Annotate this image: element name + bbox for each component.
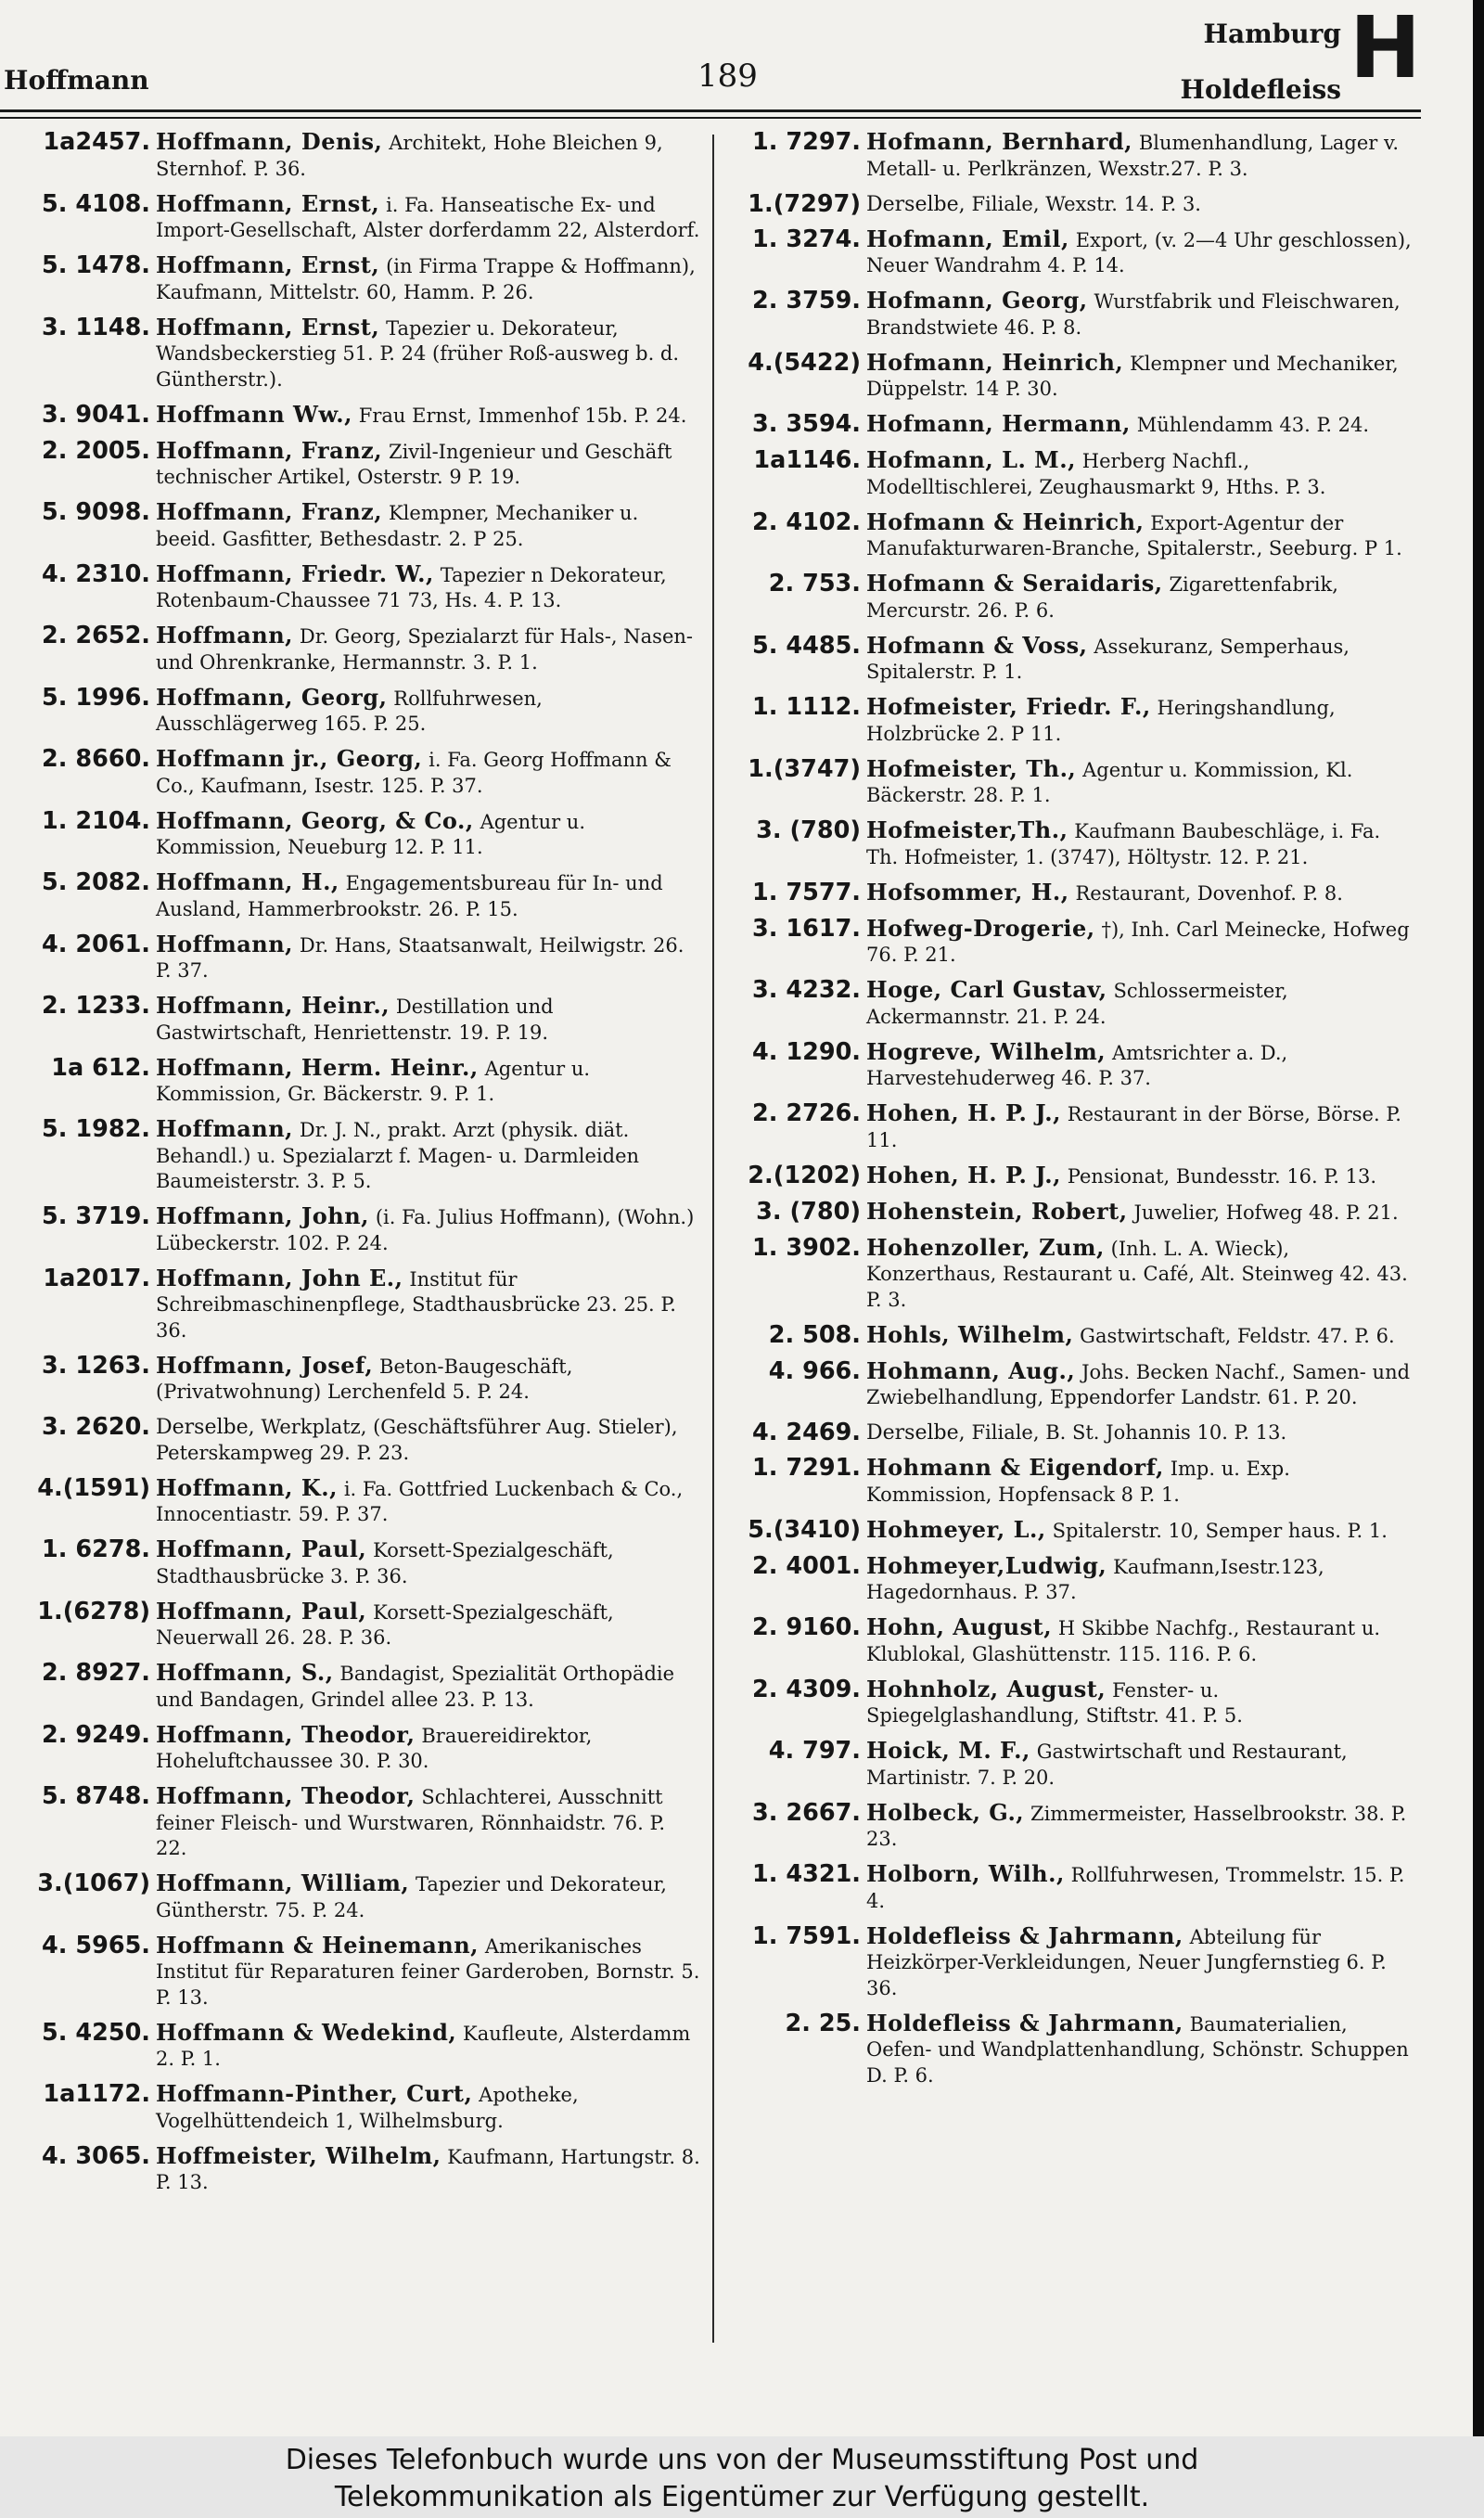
entry-name: Hofmann & Heinrich, (866, 507, 1145, 535)
entry-name: Hoffmann & Wedekind, (156, 2018, 457, 2046)
entry-detail: (in Firma Trappe & Hoffmann), Kaufmann, Mittelstr. 60, Hamm. P. 26. (156, 255, 696, 303)
directory-entry (735, 448, 1412, 500)
phone-number: 2. 25. (785, 2009, 861, 2037)
entry-detail: Dr. Georg, Spezialarzt für Hals-, Nasen- und Ohrenkranke, Hermannstr. 3. P. 1. (156, 625, 693, 674)
phone-number: 2. 8660. (42, 745, 150, 773)
phone-number: 3. (780) (756, 1197, 861, 1226)
phone-number: 1. 6278. (42, 1535, 150, 1563)
entry-name: Hoffmann, Denis, (156, 128, 383, 155)
entry-detail: Assekuranz, Semperhaus, Spitalerstr. P. 1. (866, 635, 1350, 683)
entry-name: Hofmeister, Th., (866, 754, 1077, 782)
phone-number: 5. 4485. (752, 631, 861, 660)
phone-number: 4. 797. (768, 1737, 861, 1765)
entry-name: Hofmeister,Th., (866, 816, 1068, 843)
directory-entry (735, 880, 1412, 907)
entry-name: Hofmann, Hermann, (866, 410, 1131, 437)
directory-entry (24, 1720, 701, 1775)
entry-detail: Filiale, Wexstr. 14. P. 3. (971, 192, 1201, 215)
directory-entry (735, 189, 1412, 218)
entry-detail: Export-Agentur der Manufakturwaren-Branche, Spitalerstr., Seeburg. P 1. (866, 511, 1402, 559)
right-column (735, 130, 1412, 2099)
phone-number: 5. 9098. (42, 498, 150, 526)
entry-detail: Wurstfabrik und Fleischwaren, Brandstwiete 46. P. 8. (866, 290, 1401, 339)
entry-name: Hoffmann, John E., (156, 1264, 403, 1291)
entry-detail: Klempner und Mechaniker, Düppelstr. 14 P. 30. (866, 352, 1399, 400)
entry-detail: Baumaterialien, Oefen- und Wandplattenhandlung, Schönstr. Schuppen D. P. 6. (866, 2012, 1409, 2087)
entry-name: Hofweg-Drogerie, (866, 914, 1095, 942)
entry-name: Hoffmann, Heinr., (156, 992, 390, 1019)
directory-entry (735, 1101, 1412, 1153)
phone-number: 5.(3410) (748, 1515, 861, 1544)
entry-detail: Heringshandlung, Holzbrücke 2. P 11. (866, 697, 1336, 745)
phone-number: 4. 2469. (752, 1419, 861, 1446)
entry-name: Hoffmann, S., (156, 1659, 334, 1686)
header-rule (0, 109, 1421, 112)
phone-number: 1. 3902. (752, 1233, 861, 1262)
phone-number: 5. 1478. (42, 251, 150, 279)
entry-detail: Juwelier, Hofweg 48. P. 21. (1133, 1201, 1399, 1224)
phone-number: 3. 4232. (752, 976, 861, 1004)
phone-number: 1a 612. (51, 1053, 150, 1082)
phone-number: 3. 1148. (42, 313, 150, 341)
entry-name: Hoffmann, Franz, (156, 498, 383, 525)
directory-entry (24, 436, 701, 491)
entry-name: Hoffmann & Heinemann, (156, 1931, 480, 1959)
phone-number: 2. 9160. (752, 1613, 861, 1641)
phone-number: 1.(6278) (37, 1597, 150, 1625)
entry-name: Hoffmann, Georg, & Co., (156, 806, 474, 834)
phone-number: 3. 2620. (42, 1413, 150, 1441)
entry-detail: Restaurant in der Börse, Börse. P. 11. (866, 1103, 1401, 1151)
entry-name: Hoffmann, Ernst, (156, 313, 380, 340)
section-letter: H (1350, 0, 1421, 97)
entry-detail: (i. Fa. Julius Hoffmann), (Wohn.) Lübeckerstr. 102. P. 24. (156, 1206, 695, 1254)
entry-detail: Abteilung für Heizkörper-Verkleidungen, Neuer Jungfernstieg 6. P. 36. (866, 1925, 1387, 1999)
directory-entry (24, 1266, 701, 1344)
directory-entry (24, 315, 701, 393)
directory-entry (735, 754, 1412, 809)
entry-name: Hoffmann, Franz, (156, 436, 383, 464)
phone-number: 5. 3719. (42, 1202, 150, 1230)
entry-name: Hohen, H. P. J., (866, 1099, 1061, 1126)
phone-number: 1. 7591. (752, 1921, 861, 1950)
entry-name: Hoffmann, (156, 622, 294, 649)
directory-entry (735, 1515, 1412, 1545)
directory-entry (735, 631, 1412, 686)
entry-name: Holdefleiss & Jahrmann, (866, 2009, 1183, 2036)
entry-name: Hoffmann, Georg, (156, 683, 388, 711)
directory-entry (24, 932, 701, 984)
phone-number: 2. 1233. (42, 992, 150, 1020)
phone-number: 3. 1263. (42, 1351, 150, 1380)
entry-detail: Tapezier n Dekorateur, Rotenbaum-Chaussee 71 73, Hs. 4. P. 13. (156, 563, 667, 611)
directory-entry (735, 227, 1412, 279)
entry-detail: Rollfuhrwesen, Ausschlägerweg 165. P. 25. (156, 687, 543, 735)
directory-entry (735, 289, 1412, 340)
directory-entry (735, 1551, 1412, 1606)
entry-detail: Agentur u. Kommission, Kl. Bäckerstr. 28. P. 1. (866, 758, 1353, 806)
directory-entry (24, 1351, 701, 1406)
entry-detail: (Inh. L. A. Wieck), Konzerthaus, Restaurant u. Café, Alt. Steinweg 42. 43. P. 3. (866, 1237, 1408, 1311)
entry-name: Hohls, Wilhelm, (866, 1320, 1074, 1348)
phone-number: 1.(3747) (748, 754, 861, 783)
directory-entry (24, 189, 701, 244)
directory-entry (735, 1862, 1412, 1914)
directory-entry (735, 1233, 1412, 1314)
entry-name: Hoffmann, Theodor, (156, 1782, 416, 1809)
phone-number: 1a2017. (43, 1264, 150, 1292)
entry-detail: Amtsrichter a. D., Harvestehuderweg 46. P. 37. (866, 1041, 1288, 1089)
entry-detail: Kaufleute, Alsterdamm 2. P. 1. (156, 2022, 691, 2070)
directory-entry (735, 1420, 1412, 1446)
phone-number: 2. 9249. (42, 1720, 150, 1749)
entry-detail: Zivil-Ingenieur und Geschäft technischer Artikel, Osterstr. 9 P. 19. (156, 440, 672, 488)
phone-number: 1a2457. (43, 128, 150, 156)
entry-detail: i. Fa. Georg Hoffmann & Co., Kaufmann, Isestr. 125. P. 37. (156, 749, 672, 797)
entry-name: Hofmann, Heinrich, (866, 348, 1124, 376)
entry-detail: †), Inh. Carl Meinecke, Hofweg 76. P. 21. (866, 918, 1410, 966)
entry-detail: Gastwirtschaft, Feldstr. 47. P. 6. (1080, 1324, 1395, 1347)
entry-detail: Tapezier und Dekorateur, Güntherstr. 75. P. 24. (156, 1873, 667, 1921)
entry-name: Hofmann, Bernhard, (866, 128, 1132, 155)
entry-name: Hohnholz, August, (866, 1675, 1107, 1702)
entry-detail: Zigarettenfabrik, Mercurstr. 26. P. 6. (866, 573, 1338, 622)
phone-number: 4. 3065. (42, 2141, 150, 2170)
phone-number: 4. 5965. (42, 1931, 150, 1959)
entry-name: Hoffmann, John, (156, 1202, 370, 1229)
phone-number: 3. 2667. (752, 1798, 861, 1827)
phone-number: 4.(5422) (748, 348, 861, 377)
entry-detail: Kaufmann,Isestr.123, Hagedornhaus. P. 37. (866, 1555, 1324, 1603)
directory-entry (24, 1053, 701, 1108)
directory-entry (24, 747, 701, 799)
directory-entry (24, 2018, 701, 2073)
phone-number: 1.(7297) (748, 189, 861, 218)
entry-detail: Export, (v. 2—4 Uhr geschlossen), Neuer Wandrahm 4. P. 14. (866, 228, 1412, 276)
entry-name: Hoffmann, Paul, (156, 1597, 367, 1625)
entry-detail: Institut für Schreibmaschinenpflege, Stadthausbrücke 23. 25. P. 36. (156, 1267, 676, 1342)
entry-name: Hoffmann, (156, 1115, 294, 1142)
directory-entry (735, 1921, 1412, 2002)
directory-entry (735, 818, 1412, 870)
left-column (24, 130, 701, 2205)
phone-number: 3. 3594. (752, 410, 861, 438)
phone-number: 5. 8748. (42, 1782, 150, 1810)
phone-number: 3.(1067) (37, 1869, 150, 1897)
entry-detail: Spitalerstr. 10, Semper haus. P. 1. (1052, 1519, 1388, 1542)
entry-detail: Fenster- u. Spiegelglashandlung, Stiftstr. 41. P. 5. (866, 1678, 1243, 1727)
phone-number: 1. 4321. (752, 1860, 861, 1888)
footer-notice (0, 2436, 1484, 2518)
entry-detail: Zimmermeister, Hasselbrookstr. 38. P. 23. (866, 1802, 1407, 1850)
entry-detail: Schlachterei, Ausschnitt feiner Fleisch- und Wurstwaren, Rönnhaidstr. 76. P. 22. (156, 1786, 665, 1859)
directory-entry (24, 1117, 701, 1195)
directory-entry (24, 1661, 701, 1713)
entry-detail: Blumenhandlung, Lager v. Metall- u. Perlkränzen, Wexstr.27. P. 3. (866, 132, 1400, 180)
entry-name: Hoffmann jr., Georg, (156, 745, 423, 772)
phone-number: 5. 2082. (42, 868, 150, 896)
entry-detail: Apotheke, Vogelhüttendeich 1, Wilhelmsburg. (156, 2084, 579, 2132)
phone-number: 2. 4102. (752, 507, 861, 536)
entry-name: Hoffmann, K., (156, 1473, 338, 1501)
phone-number: 1. 3274. (752, 225, 861, 253)
directory-entry (735, 978, 1412, 1030)
entry-name: Hoffmann, Ernst, (156, 251, 380, 278)
directory-entry (24, 2082, 701, 2134)
phone-number: 2. 2726. (752, 1099, 861, 1127)
column-divider (712, 135, 714, 2343)
entry-name: Hohenstein, Robert, (866, 1197, 1128, 1225)
entry-name: Holbeck, G., (866, 1798, 1025, 1826)
phone-number: 2. 2005. (42, 436, 150, 465)
entry-detail: Imp. u. Exp. Kommission, Hopfensack 8 P. 1. (866, 1458, 1290, 1506)
entry-detail: Johs. Becken Nachf., Samen- und Zwiebelhandlung, Eppendorfer Landstr. 61. P. 20. (866, 1360, 1411, 1408)
entry-detail: Schlossermeister, Ackermannstr. 21. P. 24. (866, 980, 1288, 1028)
entry-name: Hohenzoller, Zum, (866, 1233, 1105, 1261)
entry-detail: Frau Ernst, Immenhof 15b. P. 24. (358, 404, 687, 427)
phone-number: 5. 4250. (42, 2018, 150, 2047)
entry-name: Hofmann, L. M., (866, 446, 1076, 473)
entry-detail: Restaurant, Dovenhof. P. 8. (1075, 881, 1343, 905)
phone-number: 4. 2310. (42, 559, 150, 588)
phone-number: 4. 966. (768, 1356, 861, 1385)
directory-entry (24, 559, 701, 614)
entry-name: Hoffmann, Paul, (156, 1535, 367, 1562)
entry-detail: Korsett-Spezialgeschäft, Stadthausbrücke 3. P. 36. (156, 1539, 614, 1587)
entry-detail: Mühlendamm 43. P. 24. (1136, 414, 1370, 436)
entry-name: Hohmeyer, L., (866, 1515, 1046, 1543)
directory-entry (735, 1163, 1412, 1190)
entry-detail: H Skibbe Nachfg., Restaurant u. Klublokal, Glashüttenstr. 115. 116. P. 6. (866, 1617, 1381, 1665)
entry-detail: Klempner, Mechaniker u. beeid. Gasfitter, Bethesdastr. 2. P 25. (156, 502, 639, 550)
directory-entry (735, 1320, 1412, 1350)
directory-entry (735, 1677, 1412, 1729)
phone-number: 1a1172. (43, 2080, 150, 2108)
entry-name: Derselbe, (866, 192, 966, 216)
entry-detail: Amerikanisches Institut für Reparaturen feiner Garderoben, Bornstr. 5. P. 13. (156, 1934, 700, 2009)
directory-entry (735, 1356, 1412, 1411)
entry-name: Hoffmann, Friedr. W., (156, 559, 434, 587)
entry-detail: Dr. Hans, Staatsanwalt, Heilwigstr. 26. P. 37. (156, 933, 684, 982)
directory-entry (735, 1456, 1412, 1508)
directory-entry (24, 806, 701, 861)
phone-number: 4. 1290. (752, 1037, 861, 1066)
directory-entry (735, 507, 1412, 562)
entry-detail: i. Fa. Gottfried Luckenbach & Co., Innocentiastr. 59. P. 37. (156, 1477, 684, 1525)
directory-entry (24, 500, 701, 552)
directory-entry (24, 1473, 701, 1528)
directory-entry (735, 412, 1412, 439)
phone-number: 2. 508. (768, 1320, 861, 1349)
directory-entry (735, 1615, 1412, 1667)
phone-number: 1a1146. (753, 446, 861, 474)
directory-entry (735, 2011, 1412, 2089)
directory-entry (735, 348, 1412, 403)
entry-name: Hoffmann-Pinther, Curt, (156, 2080, 473, 2107)
entry-detail: Engagementsbureau für In- und Ausland, Hammerbrookstr. 26. P. 15. (156, 872, 663, 920)
phone-number: 2. 4001. (752, 1551, 861, 1580)
header-city: Hamburg (1203, 19, 1341, 49)
directory-entry (24, 130, 701, 182)
directory-entry (735, 1037, 1412, 1092)
entry-detail: Agentur u. Kommission, Gr. Bäckerstr. 9. P. 1. (156, 1057, 591, 1105)
directory-entry (24, 253, 701, 305)
phone-number: 3. 1617. (752, 914, 861, 943)
entry-name: Hoffmann, Josef, (156, 1351, 374, 1379)
entry-name: Hoffmann, Theodor, (156, 1720, 416, 1748)
entry-name: Hoffmann, H., (156, 868, 339, 895)
directory-entry (24, 1599, 701, 1651)
directory-entry (24, 994, 701, 1046)
entry-name: Hoffmann, (156, 930, 294, 957)
entry-detail: Destillation und Gastwirtschaft, Henriettenstr. 19. P. 19. (156, 996, 554, 1044)
page-number: 189 (697, 58, 758, 95)
entry-name: Hofmann & Seraidaris, (866, 570, 1163, 597)
entry-detail: i. Fa. Hanseatische Ex- und Import-Gesellschaft, Alster dorferdamm 22, Alsterdorf. (156, 193, 700, 241)
directory-entry (735, 130, 1412, 182)
entry-detail: Architekt, Hohe Bleichen 9, Sternhof. P. 36. (156, 132, 663, 180)
directory-entry (24, 400, 701, 430)
entry-name: Hofsommer, H., (866, 878, 1069, 906)
entry-name: Hoffmann Ww., (156, 400, 352, 428)
header-left-keyword: Hoffmann (4, 65, 149, 96)
entry-detail: Agentur u. Kommission, Neueburg 12. P. 11. (156, 810, 586, 858)
entry-name: Hohn, August, (866, 1613, 1053, 1640)
phone-number: 3. (780) (756, 816, 861, 844)
entry-name: Hohmeyer,Ludwig, (866, 1551, 1107, 1579)
entry-name: Derselbe, (156, 1416, 255, 1439)
directory-entry (735, 1798, 1412, 1853)
entry-name: Hohen, H. P. J., (866, 1161, 1061, 1188)
entry-detail: Kaufmann, Hartungstr. 8. P. 13. (156, 2145, 700, 2193)
footer-line-2: Telekommunikation als Eigentümer zur Verfügung gestellt. (334, 2481, 1150, 2513)
entry-name: Hogreve, Wilhelm, (866, 1037, 1107, 1065)
entry-name: Hohmann, Aug., (866, 1356, 1076, 1384)
entry-detail: Tapezier u. Dekorateur, Wandsbeckerstieg 51. P. 24 (früher Roß-ausweg b. d. Güntherstr.). (156, 316, 680, 391)
directory-entry (24, 1204, 701, 1256)
phone-number: 1. 7577. (752, 878, 861, 906)
entry-name: Hoge, Carl Gustav, (866, 976, 1107, 1003)
entry-detail: Werkplatz, (Geschäftsführer Aug. Stieler), Peterskampweg 29. P. 23. (156, 1416, 678, 1464)
entry-detail: Beton-Baugeschäft, (Privatwohnung) Lerchenfeld 5. P. 24. (156, 1355, 573, 1403)
directory-entry (24, 623, 701, 675)
entry-name: Hofmann & Voss, (866, 631, 1088, 659)
phone-number: 3. 9041. (42, 400, 150, 429)
directory-entry (735, 695, 1412, 747)
entry-name: Hohmann & Eigendorf, (866, 1454, 1164, 1481)
phone-number: 2. 4309. (752, 1675, 861, 1703)
directory-entry (24, 1933, 701, 2011)
entry-name: Holdefleiss & Jahrmann, (866, 1921, 1183, 1949)
entry-name: Holborn, Wilh., (866, 1860, 1065, 1887)
phone-number: 5. 1996. (42, 683, 150, 712)
directory-entry (24, 1537, 701, 1589)
entry-detail: Gastwirtschaft und Restaurant, Martinistr. 7. P. 20. (866, 1741, 1348, 1789)
entry-name: Hofmann, Georg, (866, 287, 1088, 314)
entry-name: Hofmeister, Friedr. F., (866, 693, 1151, 720)
directory-entry (24, 1784, 701, 1862)
directory-entry (24, 683, 701, 738)
entry-detail: Herberg Nachfl., Modelltischlerei, Zeughausmarkt 9, Hths. P. 3. (866, 450, 1326, 498)
entry-detail: Brauereidirektor, Hoheluftchaussee 30. P. 30. (156, 1724, 593, 1772)
phone-number: 1. 7291. (752, 1454, 861, 1482)
directory-entry (24, 1415, 701, 1466)
phone-number: 2. 8927. (42, 1659, 150, 1687)
phone-number: 2. 2652. (42, 622, 150, 649)
phone-number: 5. 4108. (42, 189, 150, 218)
directory-entry (735, 1197, 1412, 1227)
entry-detail: Filiale, B. St. Johannis 10. P. 13. (971, 1421, 1287, 1444)
entry-name: Hoffmann, Herm. Heinr., (156, 1053, 479, 1081)
entry-name: Hoffmeister, Wilhelm, (156, 2141, 441, 2169)
phone-number: 4. 2061. (42, 930, 150, 958)
entry-name: Hoick, M. F., (866, 1737, 1030, 1764)
directory-entry (735, 572, 1412, 623)
phone-number: 2. 753. (768, 570, 861, 597)
header-right-keyword: Holdefleiss (1180, 74, 1341, 105)
phone-number: 2.(1202) (748, 1161, 861, 1189)
entry-detail: Dr. J. N., prakt. Arzt (physik. diät. Behandl.) u. Spezialarzt f. Magen- u. Darmleiden Baumeisterstr. 3. P. 5. (156, 1119, 640, 1192)
entry-detail: Pensionat, Bundesstr. 16. P. 13. (1067, 1164, 1377, 1188)
phone-number: 5. 1982. (42, 1115, 150, 1143)
directory-entry (735, 1739, 1412, 1791)
directory-entry (24, 2141, 701, 2196)
phone-number: 4.(1591) (37, 1473, 150, 1502)
directory-entry (735, 914, 1412, 969)
entry-name: Hoffmann, Ernst, (156, 189, 380, 217)
page-header (0, 0, 1473, 125)
entry-name: Derselbe, (866, 1421, 966, 1445)
phone-number: 1. 1112. (752, 693, 861, 721)
phone-number: 2. 3759. (752, 287, 861, 315)
entry-detail: Bandagist, Spezialität Orthopädie und Bandagen, Grindel allee 23. P. 13. (156, 1663, 675, 1711)
directory-entry (24, 870, 701, 922)
phone-number: 1. 7297. (752, 128, 861, 156)
phone-number: 1. 2104. (42, 806, 150, 835)
entry-name: Hofmann, Emil, (866, 225, 1069, 252)
entry-detail: Kaufmann Baubeschläge, i. Fa. Th. Hofmeister, 1. (3747), Höltystr. 12. P. 21. (866, 820, 1381, 868)
entry-detail: Korsett-Spezialgeschäft, Neuerwall 26. 28. P. 36. (156, 1600, 614, 1649)
directory-entry (24, 1871, 701, 1923)
entry-detail: Rollfuhrwesen, Trommelstr. 15. P. 4. (866, 1864, 1405, 1912)
footer-line-1: Dieses Telefonbuch wurde uns von der Museumsstiftung Post und (285, 2444, 1199, 2476)
header-rule-thin (0, 117, 1421, 119)
entry-name: Hoffmann, William, (156, 1869, 410, 1896)
